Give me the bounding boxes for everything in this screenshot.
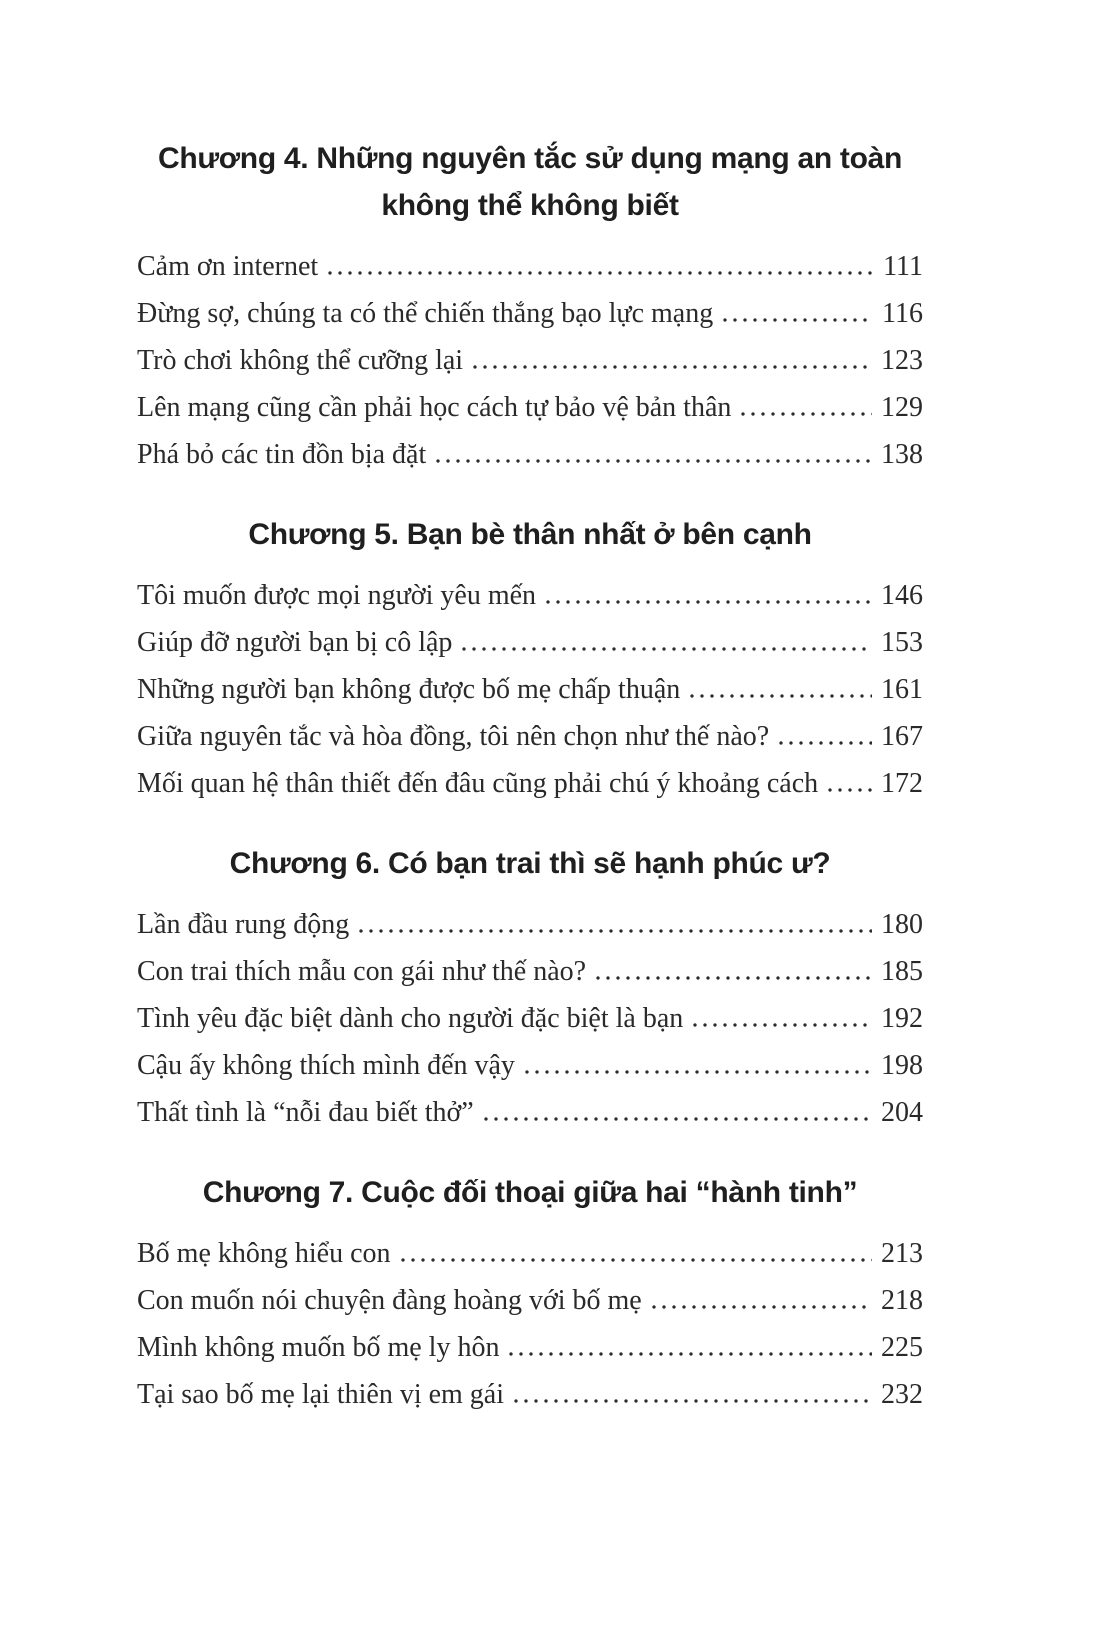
page-number: 123 — [881, 345, 923, 376]
dot-leader — [649, 1305, 872, 1309]
dot-leader — [459, 647, 872, 651]
entry-title: Tôi muốn được mọi người yêu mến — [137, 580, 537, 611]
page-number: 172 — [881, 768, 923, 799]
toc-entry — [137, 713, 923, 760]
page-number: 204 — [881, 1097, 923, 1128]
chapter-title-line: Chương 4. Những nguyên tắc sử dụng mạng an toàn — [157, 142, 903, 175]
toc-entry — [137, 290, 923, 337]
page-number: 146 — [881, 580, 923, 611]
toc-entry — [137, 995, 923, 1042]
page-number: 185 — [881, 956, 923, 987]
entry-title: Đừng sợ, chúng ta có thể chiến thắng bạo lực mạng — [137, 298, 714, 329]
toc-entry — [137, 1042, 923, 1089]
dot-leader — [398, 1258, 872, 1262]
page-number: 192 — [881, 1003, 923, 1034]
dot-leader — [543, 600, 872, 604]
page-number: 225 — [881, 1332, 923, 1363]
entry-title: Mình không muốn bố mẹ ly hôn — [137, 1332, 500, 1363]
toc-entry — [137, 948, 923, 995]
toc-entry — [137, 337, 923, 384]
section-chapter-5 — [137, 511, 923, 807]
entry-title: Con muốn nói chuyện đàng hoàng với bố mẹ — [137, 1285, 642, 1316]
page-number: 180 — [881, 909, 923, 940]
dot-leader — [506, 1352, 872, 1356]
entry-title: Cảm ơn internet — [137, 251, 319, 282]
dot-leader — [511, 1399, 872, 1403]
toc-entry — [137, 1324, 923, 1371]
entry-title: Bố mẹ không hiểu con — [137, 1238, 391, 1269]
chapter-title-line: Chương 6. Có bạn trai thì sẽ hạnh phúc ư? — [229, 847, 831, 880]
chapter-7-title — [137, 1169, 923, 1216]
page-number: 198 — [881, 1050, 923, 1081]
toc-entry — [137, 760, 923, 807]
entry-title: Thất tình là “nỗi đau biết thở” — [137, 1097, 474, 1128]
dot-leader — [356, 929, 872, 933]
dot-leader — [481, 1117, 872, 1121]
toc-entry — [137, 243, 923, 290]
entry-title: Tại sao bố mẹ lại thiên vị em gái — [137, 1379, 505, 1410]
dot-leader — [776, 741, 872, 745]
entry-title: Những người bạn không được bố mẹ chấp thuận — [137, 674, 681, 705]
page-number: 138 — [881, 439, 923, 470]
dot-leader — [593, 976, 872, 980]
toc-entry — [137, 619, 923, 666]
entry-title: Mối quan hệ thân thiết đến đâu cũng phải chú ý khoảng cách — [137, 768, 819, 799]
dot-leader — [325, 271, 874, 275]
page-number: 161 — [881, 674, 923, 705]
page-number: 167 — [881, 721, 923, 752]
toc-entry — [137, 1371, 923, 1418]
page-number: 218 — [881, 1285, 923, 1316]
entry-title: Trò chơi không thể cưỡng lại — [137, 345, 464, 376]
dot-leader — [825, 788, 872, 792]
section-chapter-6 — [137, 840, 923, 1136]
page-number: 116 — [882, 298, 923, 329]
dot-leader — [720, 318, 873, 322]
dot-leader — [687, 694, 872, 698]
entry-title: Lần đầu rung động — [137, 909, 350, 940]
dot-leader — [738, 412, 872, 416]
entry-title: Lên mạng cũng cần phải học cách tự bảo vệ bản thân — [137, 392, 732, 423]
dot-leader — [522, 1070, 872, 1074]
dot-leader — [690, 1023, 872, 1027]
toc-entry — [137, 384, 923, 431]
toc-entry — [137, 666, 923, 713]
toc-entry — [137, 572, 923, 619]
chapter-6-title — [137, 840, 923, 887]
toc-entry — [137, 1277, 923, 1324]
toc-entry — [137, 431, 923, 478]
section-chapter-7 — [137, 1169, 923, 1418]
page-number: 111 — [883, 251, 923, 282]
dot-leader — [470, 365, 872, 369]
chapter-5-title — [137, 511, 923, 558]
dot-leader — [433, 459, 872, 463]
entry-title: Con trai thích mẫu con gái như thế nào? — [137, 956, 587, 987]
page-number: 213 — [881, 1238, 923, 1269]
entry-title: Phá bỏ các tin đồn bịa đặt — [137, 439, 427, 470]
page-number: 129 — [881, 392, 923, 423]
chapter-title-line: Chương 5. Bạn bè thân nhất ở bên cạnh — [248, 518, 812, 551]
entry-title: Giúp đỡ người bạn bị cô lập — [137, 627, 453, 658]
chapter-4-title — [137, 135, 923, 229]
section-chapter-4 — [137, 135, 923, 478]
toc-entry — [137, 1230, 923, 1277]
chapter-title-line: không thể không biết — [381, 189, 679, 222]
toc-entry — [137, 1089, 923, 1136]
page-number: 232 — [881, 1379, 923, 1410]
entry-title: Cậu ấy không thích mình đến vậy — [137, 1050, 515, 1081]
chapter-title-line: Chương 7. Cuộc đối thoại giữa hai “hành tinh” — [202, 1176, 858, 1209]
page-number: 153 — [881, 627, 923, 658]
entry-title: Tình yêu đặc biệt dành cho người đặc biệt là bạn — [137, 1003, 684, 1034]
entry-title: Giữa nguyên tắc và hòa đồng, tôi nên chọn như thế nào? — [137, 721, 770, 752]
toc-entry — [137, 901, 923, 948]
